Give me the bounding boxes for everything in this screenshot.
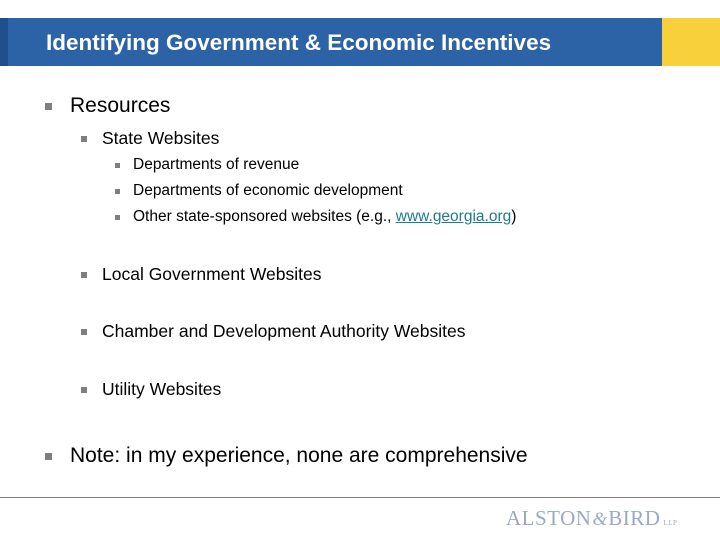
bullet-text: Local Government Websites <box>102 264 322 284</box>
logo-left: ALSTON <box>506 506 592 530</box>
bullet-note <box>45 444 528 468</box>
bullet-other-state <box>115 208 516 226</box>
square-bullet-icon <box>115 189 120 194</box>
alston-bird-logo <box>506 506 677 534</box>
bullet-utility <box>81 379 221 400</box>
logo-ampersand: & <box>592 509 608 530</box>
other-prefix: Other state-sponsored websites (e.g., <box>133 208 396 225</box>
georgia-link[interactable]: www.georgia.org <box>395 208 512 225</box>
bullet-text: Departments of economic development <box>133 182 403 199</box>
bullet-text: State Websites <box>102 128 220 148</box>
slide-title: Identifying Government & Economic Incentives <box>46 30 552 55</box>
bullet-text <box>133 208 516 226</box>
square-bullet-icon <box>81 272 87 278</box>
footer-rule <box>0 497 720 498</box>
square-bullet-icon <box>81 329 87 335</box>
bullet-chamber <box>81 321 465 342</box>
bullet-departments-revenue <box>115 156 299 174</box>
square-bullet-icon <box>81 136 87 142</box>
logo-suffix: LLP <box>663 519 678 527</box>
square-bullet-icon <box>115 163 120 168</box>
square-bullet-icon <box>45 453 52 460</box>
logo-right: BIRD <box>608 506 661 530</box>
square-bullet-icon <box>115 215 120 220</box>
bullet-text: Resources <box>70 94 171 117</box>
square-bullet-icon <box>45 103 52 110</box>
accent-block <box>662 18 720 66</box>
other-suffix: ) <box>511 208 517 225</box>
bullet-local-government <box>81 264 322 285</box>
title-bar-edge <box>0 18 8 66</box>
bullet-text: Utility Websites <box>102 379 222 399</box>
bullet-text: Chamber and Development Authority Websites <box>102 321 466 341</box>
square-bullet-icon <box>81 387 87 393</box>
bullet-text: Note: in my experience, none are comprehensive <box>70 444 528 467</box>
bullet-resources <box>45 94 170 118</box>
bullet-text: Departments of revenue <box>133 156 300 173</box>
bullet-state-websites <box>81 128 219 149</box>
bullet-departments-economic <box>115 182 403 200</box>
